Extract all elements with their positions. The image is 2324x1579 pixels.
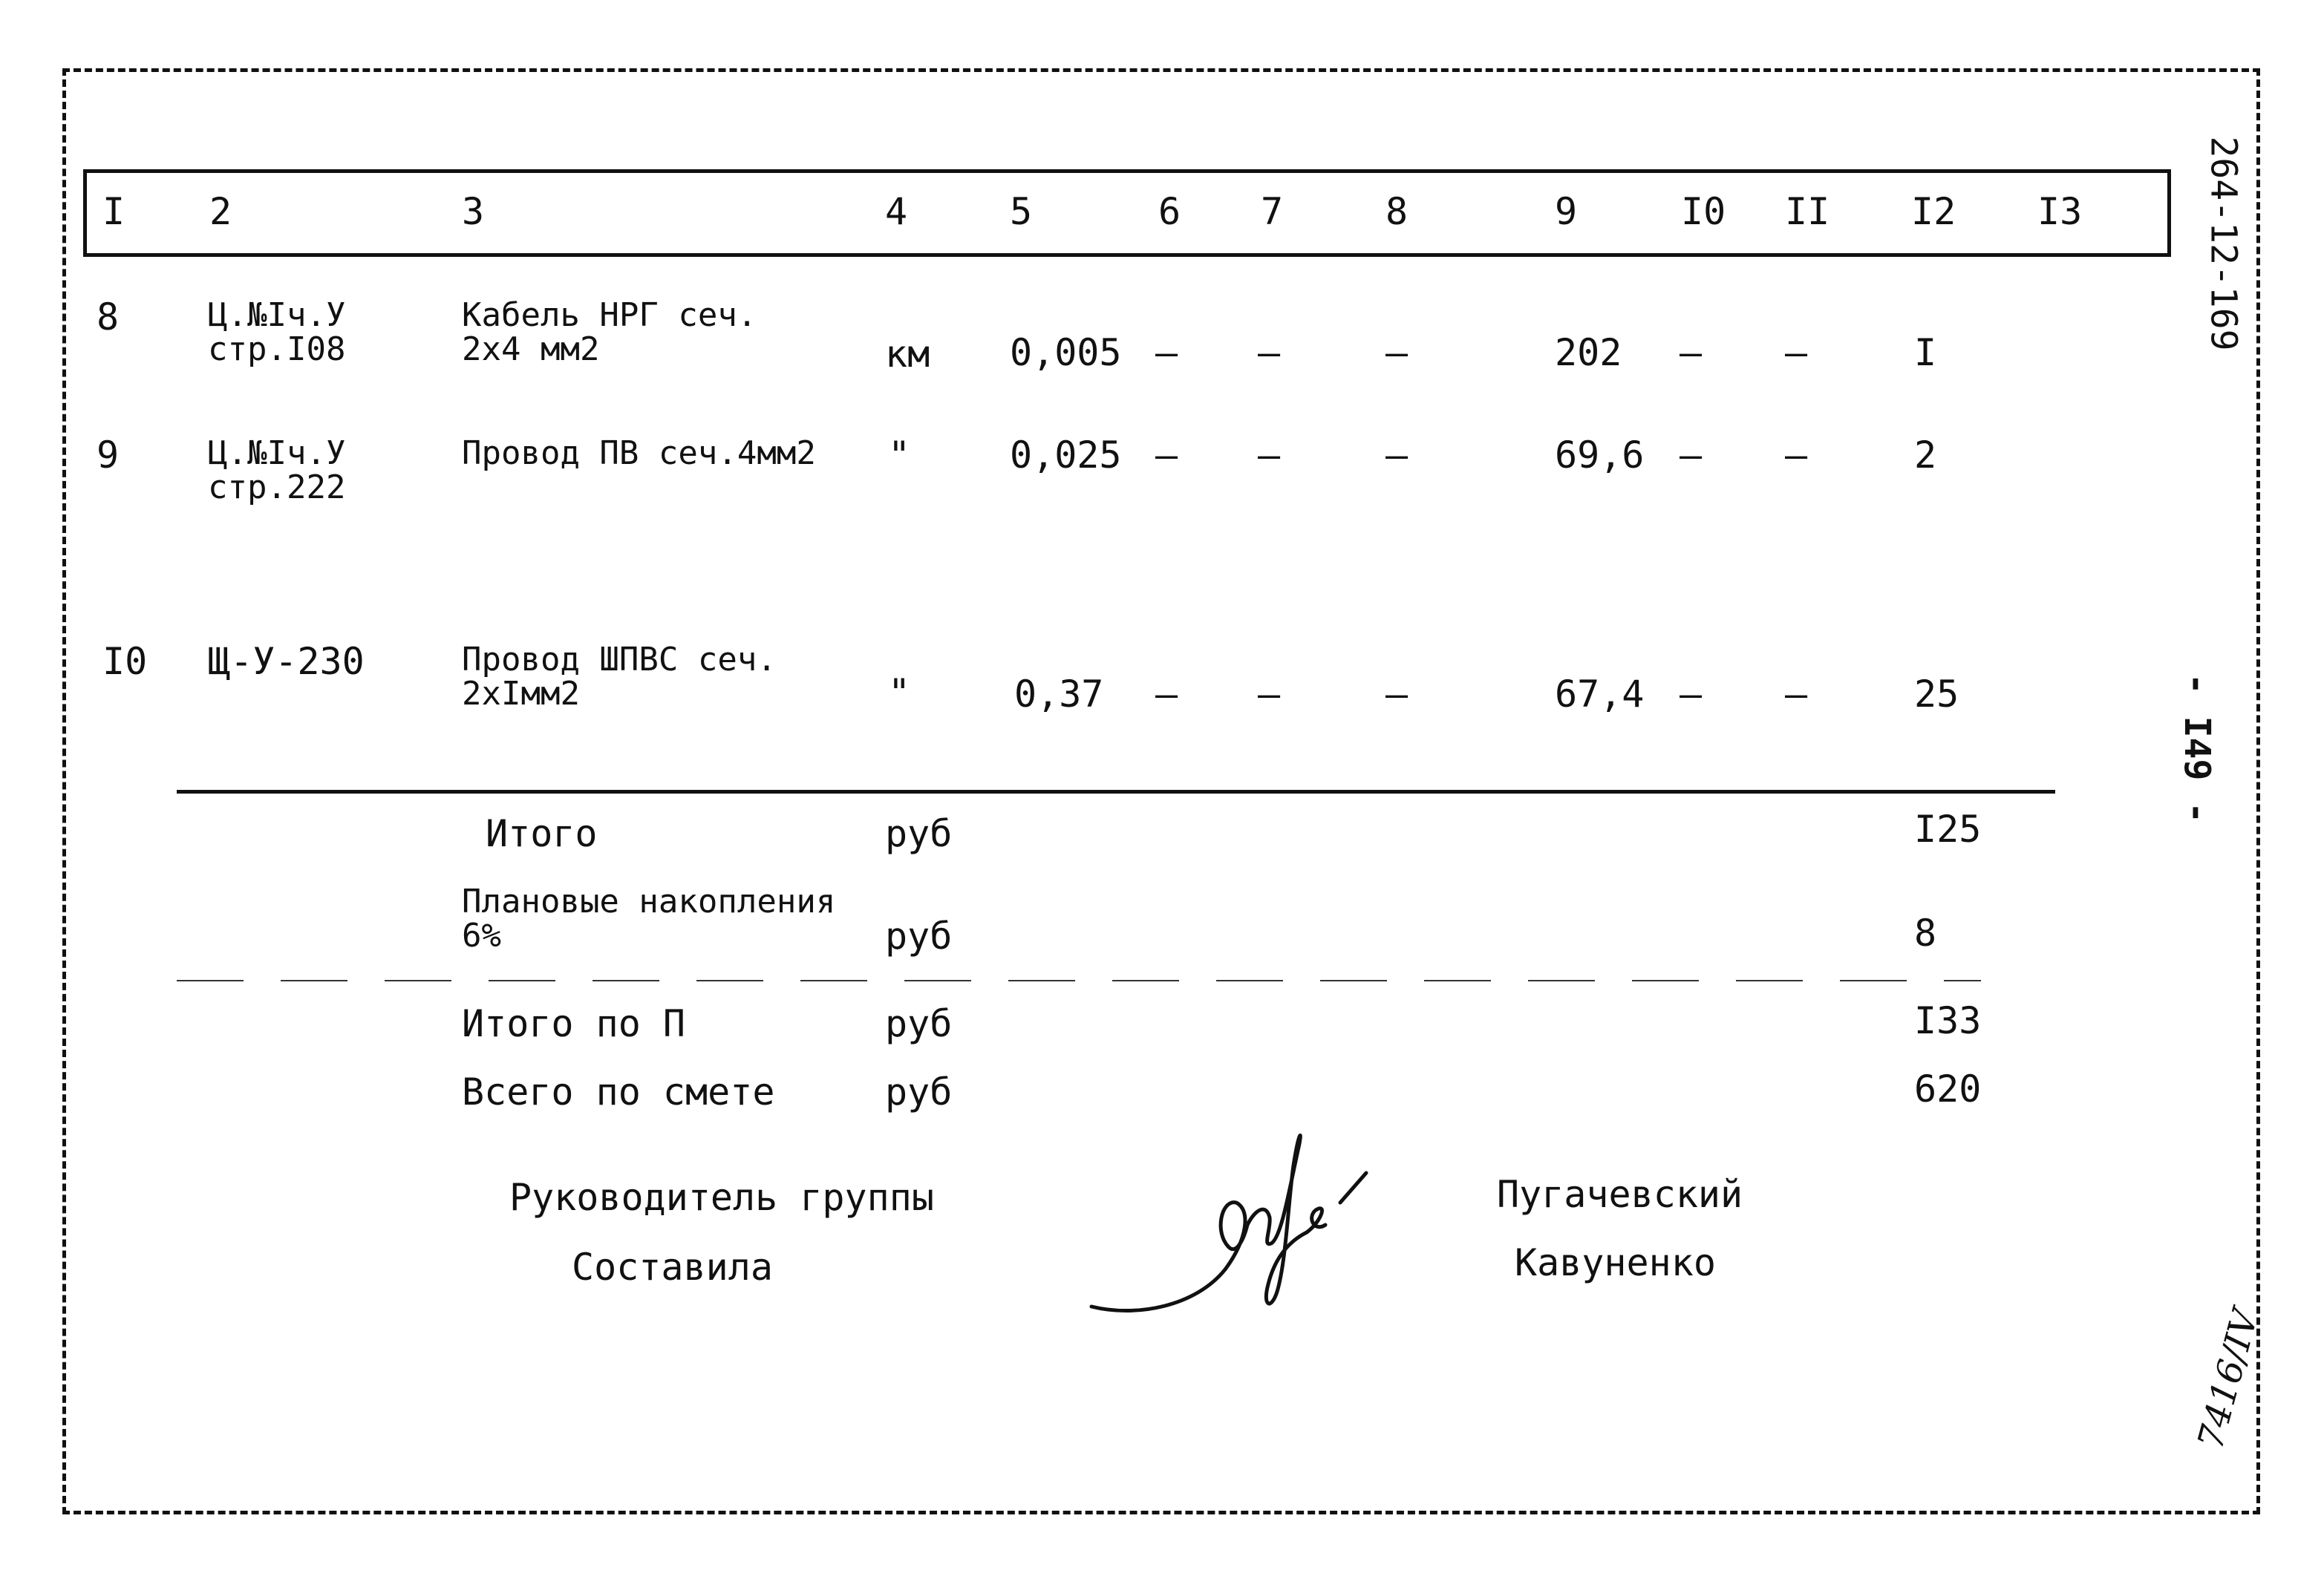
header-col-12: I2 (1911, 190, 1956, 233)
row-col-11: – (1785, 331, 1808, 374)
totals-unit: руб (885, 915, 953, 958)
row-unit: " (888, 671, 911, 714)
header-col-10: I0 (1681, 190, 1726, 233)
totals-value: 620 (1914, 1068, 1982, 1111)
row-col-7: – (1258, 673, 1281, 716)
row-code: Щ-У-230 (208, 640, 365, 683)
row-code-line-1: Ц.№Iч.У (208, 296, 346, 334)
row-col-6: – (1155, 434, 1178, 477)
row-col-8: – (1385, 331, 1409, 374)
row-col-7: – (1258, 434, 1281, 477)
row-name-line-1: Кабель НРГ сеч. (462, 296, 757, 334)
row-name-line-1: Провод ПВ сеч.4мм2 (462, 434, 816, 472)
header-col-9: 9 (1555, 190, 1578, 233)
row-name-line-2: 2хIмм2 (462, 675, 580, 713)
stamp-top: 264-12-169 (2202, 136, 2245, 351)
table-header (83, 169, 2171, 257)
row-col-9: 69,6 (1555, 434, 1645, 477)
row-code-line-1: Ц.№Iч.У (208, 434, 346, 472)
row-col-12: 2 (1914, 434, 1937, 477)
totals-value: I25 (1914, 808, 1982, 851)
totals-label-line-2: 6% (462, 917, 501, 955)
row-col-10: – (1680, 673, 1703, 716)
header-col-5: 5 (1010, 190, 1033, 233)
row-number: 9 (97, 434, 120, 477)
row-qty: 0,025 (1010, 434, 1122, 477)
row-unit: " (888, 434, 911, 477)
row-number: 8 (97, 295, 120, 339)
signature-role: Составила (572, 1246, 773, 1289)
signature-role: Руководитель группы (509, 1176, 934, 1219)
row-name (462, 298, 757, 367)
row-code (208, 434, 346, 507)
row-number: I0 (102, 640, 148, 683)
header-col-7: 7 (1261, 190, 1284, 233)
header-col-4: 4 (885, 190, 908, 233)
row-col-9: 202 (1555, 331, 1622, 374)
signature-name: Кавуненко (1515, 1241, 1716, 1284)
stamp-page-number: - I49 - (2176, 673, 2219, 824)
row-name-line-2: 2х4 мм2 (462, 330, 600, 369)
row-name (462, 643, 777, 711)
totals-value: 8 (1914, 912, 1937, 955)
row-col-11: – (1785, 673, 1808, 716)
totals-label: Итого по П (462, 1002, 686, 1045)
totals-label: Итого (486, 812, 598, 855)
totals-unit: руб (885, 1070, 953, 1114)
header-col-8: 8 (1385, 190, 1409, 233)
header-col-6: 6 (1158, 190, 1181, 233)
row-col-8: – (1385, 673, 1409, 716)
row-col-12: I (1914, 331, 1937, 374)
totals-label: Всего по смете (462, 1070, 775, 1114)
row-qty: 0,37 (1014, 673, 1104, 716)
row-col-11: – (1785, 434, 1808, 477)
totals-unit: руб (885, 812, 953, 855)
totals-label (462, 885, 835, 953)
totals-value: I33 (1914, 999, 1982, 1042)
stamp-bottom: 7416/IV (2190, 1305, 2267, 1454)
header-col-2: 2 (209, 190, 232, 233)
header-col-11: II (1785, 190, 1830, 233)
row-code-line-2: стр.I08 (208, 330, 346, 369)
totals-unit: руб (885, 1002, 953, 1045)
row-name (462, 434, 816, 472)
row-col-6: – (1155, 673, 1178, 716)
row-col-10: – (1680, 434, 1703, 477)
row-col-10: – (1680, 331, 1703, 374)
row-col-7: – (1258, 331, 1281, 374)
row-col-8: – (1385, 434, 1409, 477)
row-unit: км (885, 333, 930, 376)
row-code (208, 298, 345, 367)
header-col-3: 3 (462, 190, 485, 233)
row-qty: 0,005 (1010, 331, 1122, 374)
row-code-line-2: стр.222 (208, 468, 346, 507)
row-name-line-1: Провод ШПВС сеч. (462, 641, 777, 679)
row-col-12: 25 (1914, 673, 1959, 716)
handwritten-signature (1077, 1121, 1388, 1321)
faint-separator-line (177, 980, 1981, 981)
row-col-9: 67,4 (1555, 673, 1645, 716)
header-col-1: I (102, 190, 125, 233)
row-col-6: – (1155, 331, 1178, 374)
signature-name: Пугачевский (1497, 1173, 1743, 1216)
header-col-13: I3 (2037, 190, 2083, 233)
separator-line (177, 790, 2055, 794)
totals-label-line-1: Плановые накопления (462, 883, 836, 921)
